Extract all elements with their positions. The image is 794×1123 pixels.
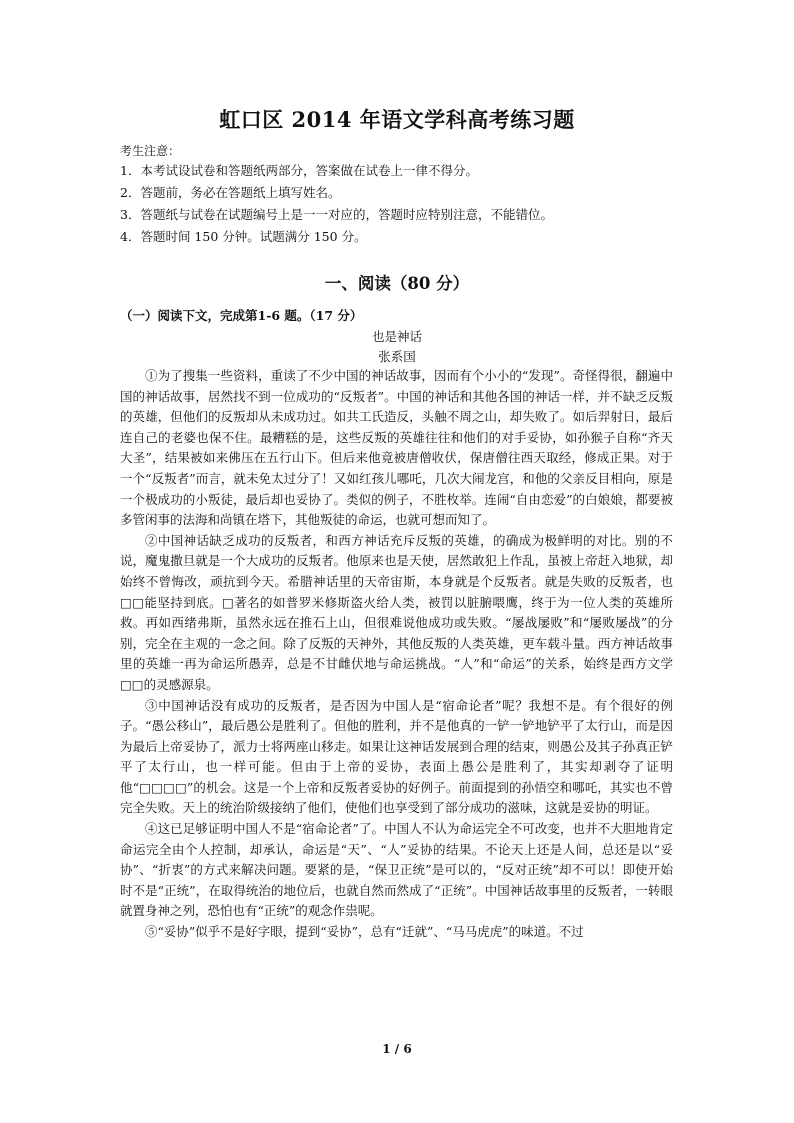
part-title: （一）阅读下文，完成第1-6 题。（17 分）: [120, 308, 363, 323]
essay-author: 张系国: [378, 349, 416, 364]
essay-title: 也是神话: [371, 329, 422, 344]
notice-heading: 考生注意：: [120, 144, 181, 158]
essay-body: [120, 366, 673, 943]
exam-title: 虹口区 2014 年语文学科高考练习题: [219, 107, 575, 132]
notice-item: 4．答题时间 150 分钟。试题满分 150 分。: [120, 229, 367, 244]
section-title: 一、阅读（80 分）: [324, 274, 470, 293]
paragraph-1: ①为了搜集一些资料，重读了不少中国的神话故事，因而有个小小的“发现”。奇怪得很，翻遍中国的神话故事，居然找不到一位成功的“反叛者”。中国的神话和其他各国的神话一样，并不缺乏反叛的英雄，但他们的反叛却从未成功过。如共工氏造反，头触不周之山，却失败了。如后羿射日，最后连自己的老婆也保不住。最糟糕的是，这些反叛的英雄往往和他们的对手妥协，如孙猴子自称“齐天大圣”，结果被如来佛压在五行山下。但后来他竟被唐僧收伏，保唐僧往西天取经，修成正果。对于一个“反叛者”而言，就未免太过分了！又如红孩儿哪吒，几次大闹龙宫，和他的父亲反目相向，原是一个极成功的小叛徒，最后却也妥协了。类似的例子，不胜枚举。连闹“自由恋爱”的白娘娘，都要被多管闲事的法海和尚镇在塔下，其他叛徒的命运，也就可想而知了。: [120, 368, 673, 528]
paragraph-4: ④这已足够证明中国人不是“宿命论者”了。中国人不认为命运完全不可改变，也并不大胆地肯定命运完全由个人控制，却承认，命运是“天”、“人”妥协的结果。不论天上还是人间，总还是以“妥协”、“折衷”的方式来解决问题。要紧的是，“保卫正统”是可以的，“反对正统”却不可以！即使开始时不是“正统”，在取得统治的地位后，也就自然而然成了“正统”。中国神话故事里的反叛者，一转眼就置身神之列，恐怕也有“正统”的观念作祟呢。: [120, 821, 673, 919]
notice-item: 3．答题纸与试卷在试题编号上是一一对应的，答题时应特别注意，不能错位。: [120, 207, 553, 222]
paragraph-2: ②中国神话缺乏成功的反叛者，和西方神话充斥反叛的英雄，的确成为极鲜明的对比。别的不说，魔鬼撒旦就是一个大成功的反叛者。他原来也是天使，居然敢犯上作乱，虽被上帝赶入地狱，却始终不曾悔改，顽抗到今天。希腊神话里的天帝宙斯，本身就是个反叛者。就是失败的反叛者，也□□能坚持到底。□著名的如普罗米修斯盗火给人类，被罚以脏腑喂鹰，终于为一位人类的英雄所救。再如西绪弗斯，虽然永远在推石上山，但很难说他成功或失败。“屡战屡败”和“屡败屡战”的分别，完全在主观的一念之间。除了反叛的天神外，其他反叛的人类英雄，更车载斗量。西方神话故事里的英雄一再为命运所愚弄，总是不甘雌伏地与命运挑战。“人”和“命运”的关系，始终是西方文学□□的灵感源泉。: [120, 532, 673, 692]
notice-list: [120, 160, 553, 248]
notice-item: 2．答题前，务必在答题纸上填写姓名。: [120, 185, 341, 200]
paragraph-5: ⑤“妥协”似乎不是好字眼，提到“妥协”，总有“迁就”、“马马虎虎”的味道。不过: [145, 924, 584, 940]
page-number: 1 / 6: [382, 1042, 412, 1056]
notice-item: 1．本考试设试卷和答题纸两部分，答案做在试卷上一律不得分。: [120, 163, 478, 178]
paragraph-3: ③中国神话没有成功的反叛者，是否因为中国人是“宿命论者”呢？我想不是。有个很好的例子。“愚公移山”，最后愚公是胜利了。但他的胜利，并不是他真的一铲一铲地铲平了太行山，而是因为最后上帝妥协了，派力士将两座山移走。如果让这神话发展到合理的结束，则愚公及其子孙真正铲平了太行山，也一样可能。但由于上帝的妥协，表面上愚公是胜利了，其实却剥夺了证明他“□□□□”的机会。这是一个上帝和反叛者妥协的好例子。前面提到的孙悟空和哪吒，其实也不曾完全失败。天上的统治阶级接纳了他们，使他们也享受到了部分成功的滋味，这就是妥协的明证。: [120, 697, 673, 816]
